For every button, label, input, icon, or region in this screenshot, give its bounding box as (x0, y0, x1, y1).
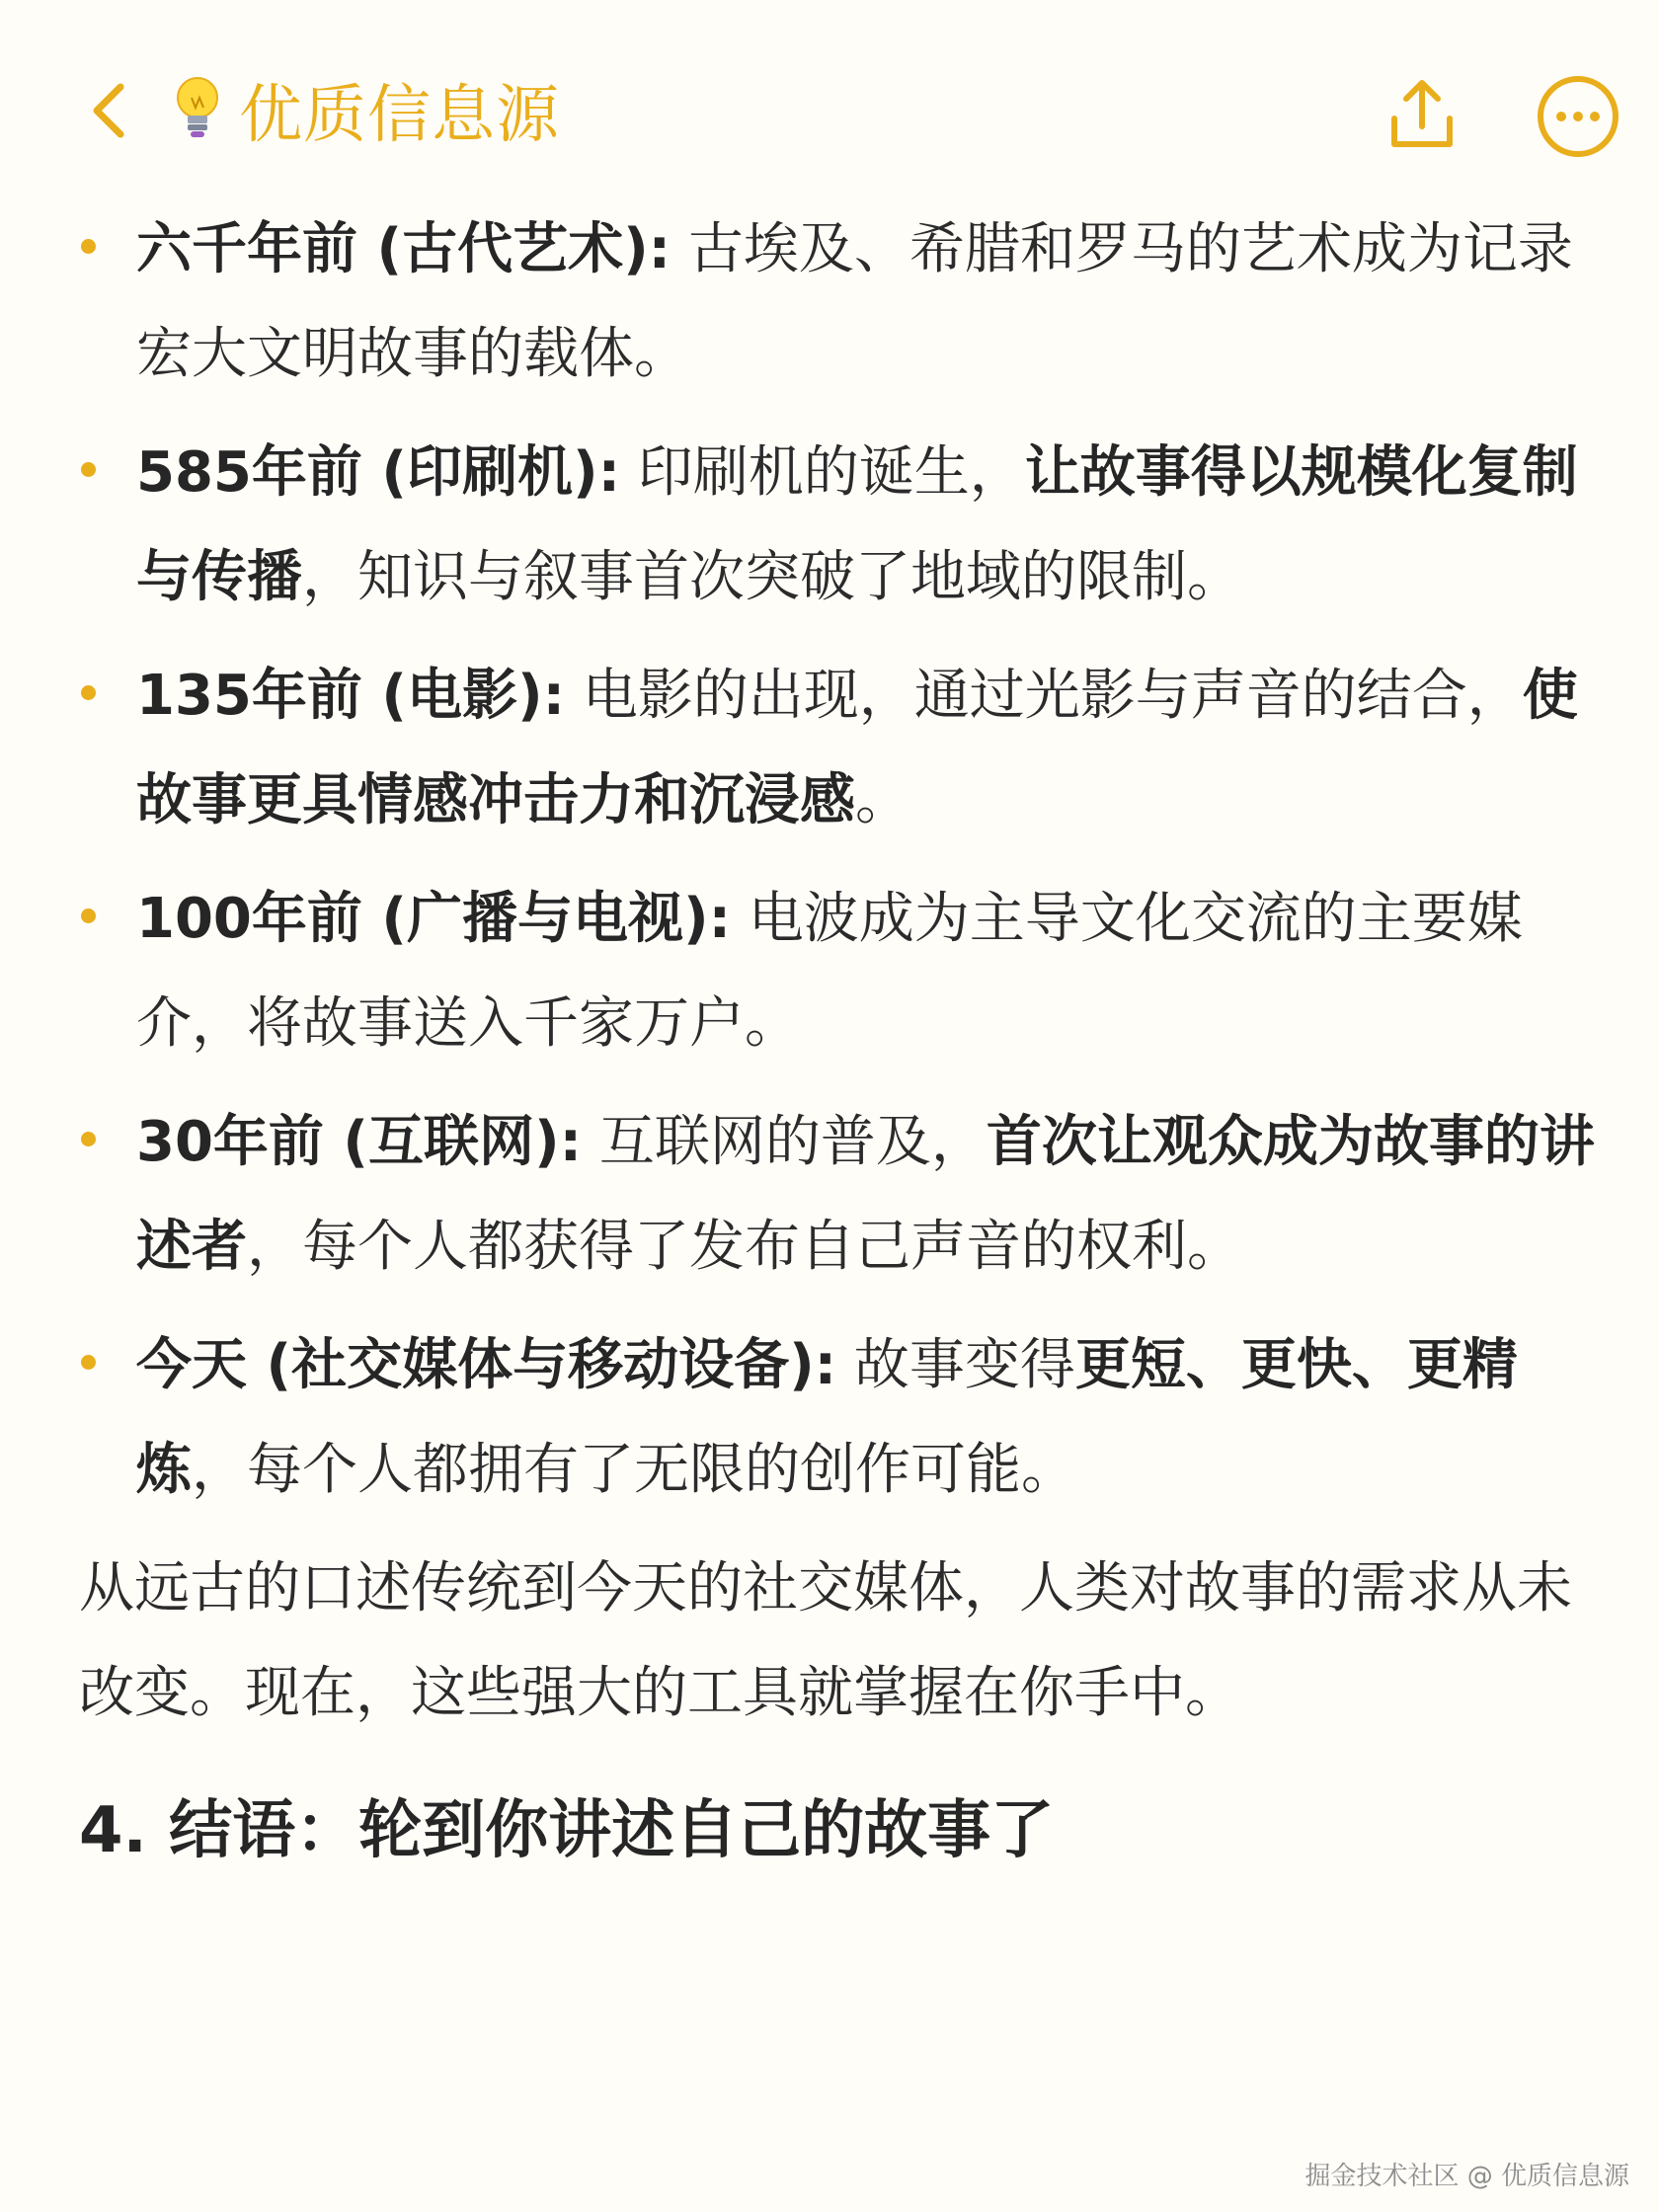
timeline-list (79, 198, 1600, 1523)
item-emphasis: 使故事更具情感冲击力和沉浸感 (136, 664, 1578, 832)
top-nav-bar (0, 0, 1659, 198)
bullet-dot-icon (81, 1132, 96, 1146)
item-heading: 今天 (社交媒体与移动设备): (136, 1333, 837, 1397)
more-ellipsis-icon (1535, 73, 1621, 160)
item-text: 。 (855, 768, 910, 832)
item-heading: 585年前 (印刷机): (136, 440, 620, 505)
item-text: ，知识与叙事首次突破了地域的限制。 (302, 545, 1242, 609)
item-text: 古埃及、希腊和罗马的艺术成为记录宏大文明故事的载体。 (136, 217, 1573, 386)
item-heading: 六千年前 (古代艺术): (136, 217, 672, 281)
item-emphasis: 首次让观众成为故事的讲述者 (136, 1110, 1595, 1279)
share-upload-icon (1382, 75, 1462, 154)
nav-title: 优质信息源 (239, 79, 560, 152)
back-button[interactable] (79, 71, 138, 150)
article-content (79, 198, 1600, 1880)
chevron-left-icon (89, 81, 128, 140)
share-button[interactable] (1373, 65, 1471, 164)
item-heading: 30年前 (互联网): (136, 1110, 583, 1174)
item-text: 电影的出现，通过光影与声音的结合， (564, 664, 1523, 728)
nav-title-group (168, 65, 560, 154)
lightbulb-icon (168, 70, 227, 149)
item-heading: 135年前 (电影): (136, 664, 565, 728)
list-item (79, 644, 1600, 853)
item-text: ，每个人都获得了发布自己声音的权利。 (247, 1215, 1242, 1279)
list-item (79, 1313, 1600, 1523)
item-text: 电波成为主导文化交流的主要媒介，将故事送入千家万户。 (136, 887, 1523, 1056)
more-button[interactable] (1529, 67, 1627, 166)
bullet-dot-icon (81, 239, 96, 254)
watermark: 掘金技术社区 @ 优质信息源 (1304, 2162, 1629, 2191)
list-item (79, 1090, 1600, 1300)
item-emphasis: 让故事得以规模化复制与传播 (136, 440, 1578, 609)
item-heading: 100年前 (广播与电视): (136, 887, 731, 951)
list-item (79, 867, 1600, 1076)
list-item (79, 198, 1600, 407)
item-text: 互联网的普及， (582, 1110, 987, 1174)
bullet-dot-icon (81, 908, 96, 923)
summary-paragraph: 从远古的口述传统到今天的社交媒体，人类对故事的需求从未改变。现在，这些强大的工具就掌握在你手中。 (79, 1556, 1572, 1725)
bullet-dot-icon (81, 1355, 96, 1370)
item-emphasis: 更短、更快、更精炼 (136, 1333, 1518, 1502)
item-text: 故事变得 (836, 1333, 1075, 1397)
section-heading: 4. 结语：轮到你讲述自己的故事了 (79, 1794, 1055, 1867)
item-text: ，每个人都拥有了无限的创作可能。 (192, 1438, 1076, 1502)
bullet-dot-icon (81, 685, 96, 700)
item-text: 印刷机的诞生， (619, 440, 1025, 505)
bullet-dot-icon (81, 462, 96, 477)
list-item (79, 421, 1600, 630)
